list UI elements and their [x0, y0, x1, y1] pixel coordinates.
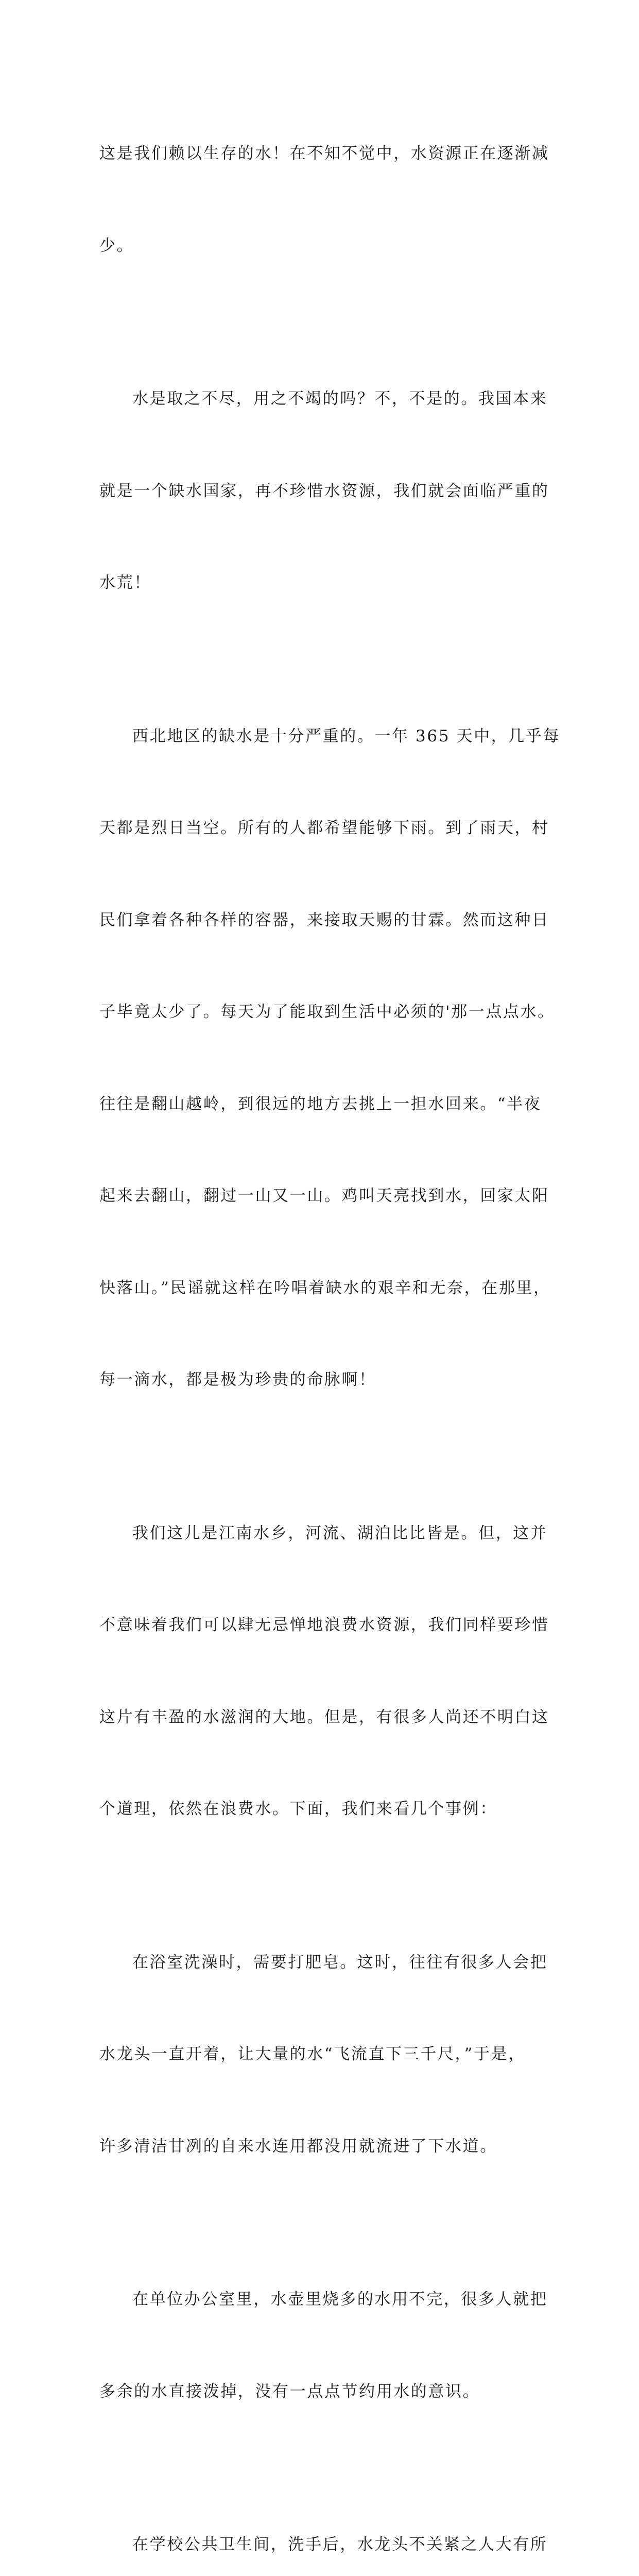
document-page [99, 77, 561, 2576]
text-line: 我们这儿是江南水乡，河流、湖泊比比皆是。但，这并 [132, 1523, 548, 1543]
text-line: 天都是烈日当空。所有的人都希望能够下雨。到了雨天，村 [99, 819, 549, 837]
text-line: 水荒！ [99, 573, 151, 592]
text-line: 往往是翻山越岭，到很远的地方去挑上一担水回来。“半夜 [99, 1094, 542, 1113]
text-line: 不意味着我们可以肆无忌惮地浪费水资源，我们同样要珍惜 [99, 1616, 549, 1634]
text-line: 每一滴水，都是极为珍贵的命脉啊！ [99, 1370, 376, 1389]
text-line: 民们拿着各种各样的容器，来接取天赐的甘霖。然而这种日 [99, 910, 549, 929]
paragraph-2 [99, 323, 549, 660]
text-line: 在学校公共卫生间，洗手后，水龙头不关紧之人大有所 [132, 2535, 548, 2554]
text-line: 西北地区的缺水是十分严重的。一年 365 天中，几乎每 [132, 726, 561, 745]
text-line: 在单位办公室里，水壶里烧多的水用不完，很多人就把 [132, 2290, 548, 2309]
text-line: 许多清洁甘冽的自来水连用都没用就流进了下水道。 [99, 2137, 497, 2156]
paragraph-6 [99, 2223, 548, 2468]
text-line: 少。 [99, 236, 134, 255]
paragraph-4 [99, 1457, 549, 1886]
text-line: 个道理，依然在浪费水。下面，我们来看几个事例： [99, 1800, 497, 1818]
text-line: 快落山。”民谣就这样在吟唱着缺水的艰辛和无奈，在那里， [99, 1278, 551, 1297]
text-line: 在浴室洗澡时，需要打肥皂。这时，往往有很多人会把 [132, 1953, 548, 1972]
text-line: 水龙头一直开着，让大量的水“飞流直下三千尺，”于是， [99, 2045, 526, 2063]
text-line: 起来去翻山，翻过一山又一山。鸡叫天亮找到水，回家太阳 [99, 1187, 549, 1205]
paragraph-7 [99, 2468, 548, 2576]
paragraph-5 [99, 1886, 548, 2224]
paragraph-3 [99, 660, 561, 1457]
paragraph-1 [99, 77, 549, 323]
text-line: 水是取之不尽，用之不竭的吗？不，不是的。我国本来 [132, 389, 548, 408]
text-line: 子毕竟太少了。每天为了能取到生活中必须的'那一点点水。 [99, 1003, 555, 1021]
text-line: 多余的水直接泼掉，没有一点点节约用水的意识。 [99, 2382, 480, 2401]
text-line: 这片有丰盈的水滋润的大地。但是，有很多人尚还不明白这 [99, 1707, 549, 1726]
text-line: 就是一个缺水国家，再不珍惜水资源，我们就会面临严重的 [99, 481, 549, 500]
text-line: 这是我们赖以生存的水！在不知不觉中，水资源正在逐渐减 [99, 144, 549, 163]
